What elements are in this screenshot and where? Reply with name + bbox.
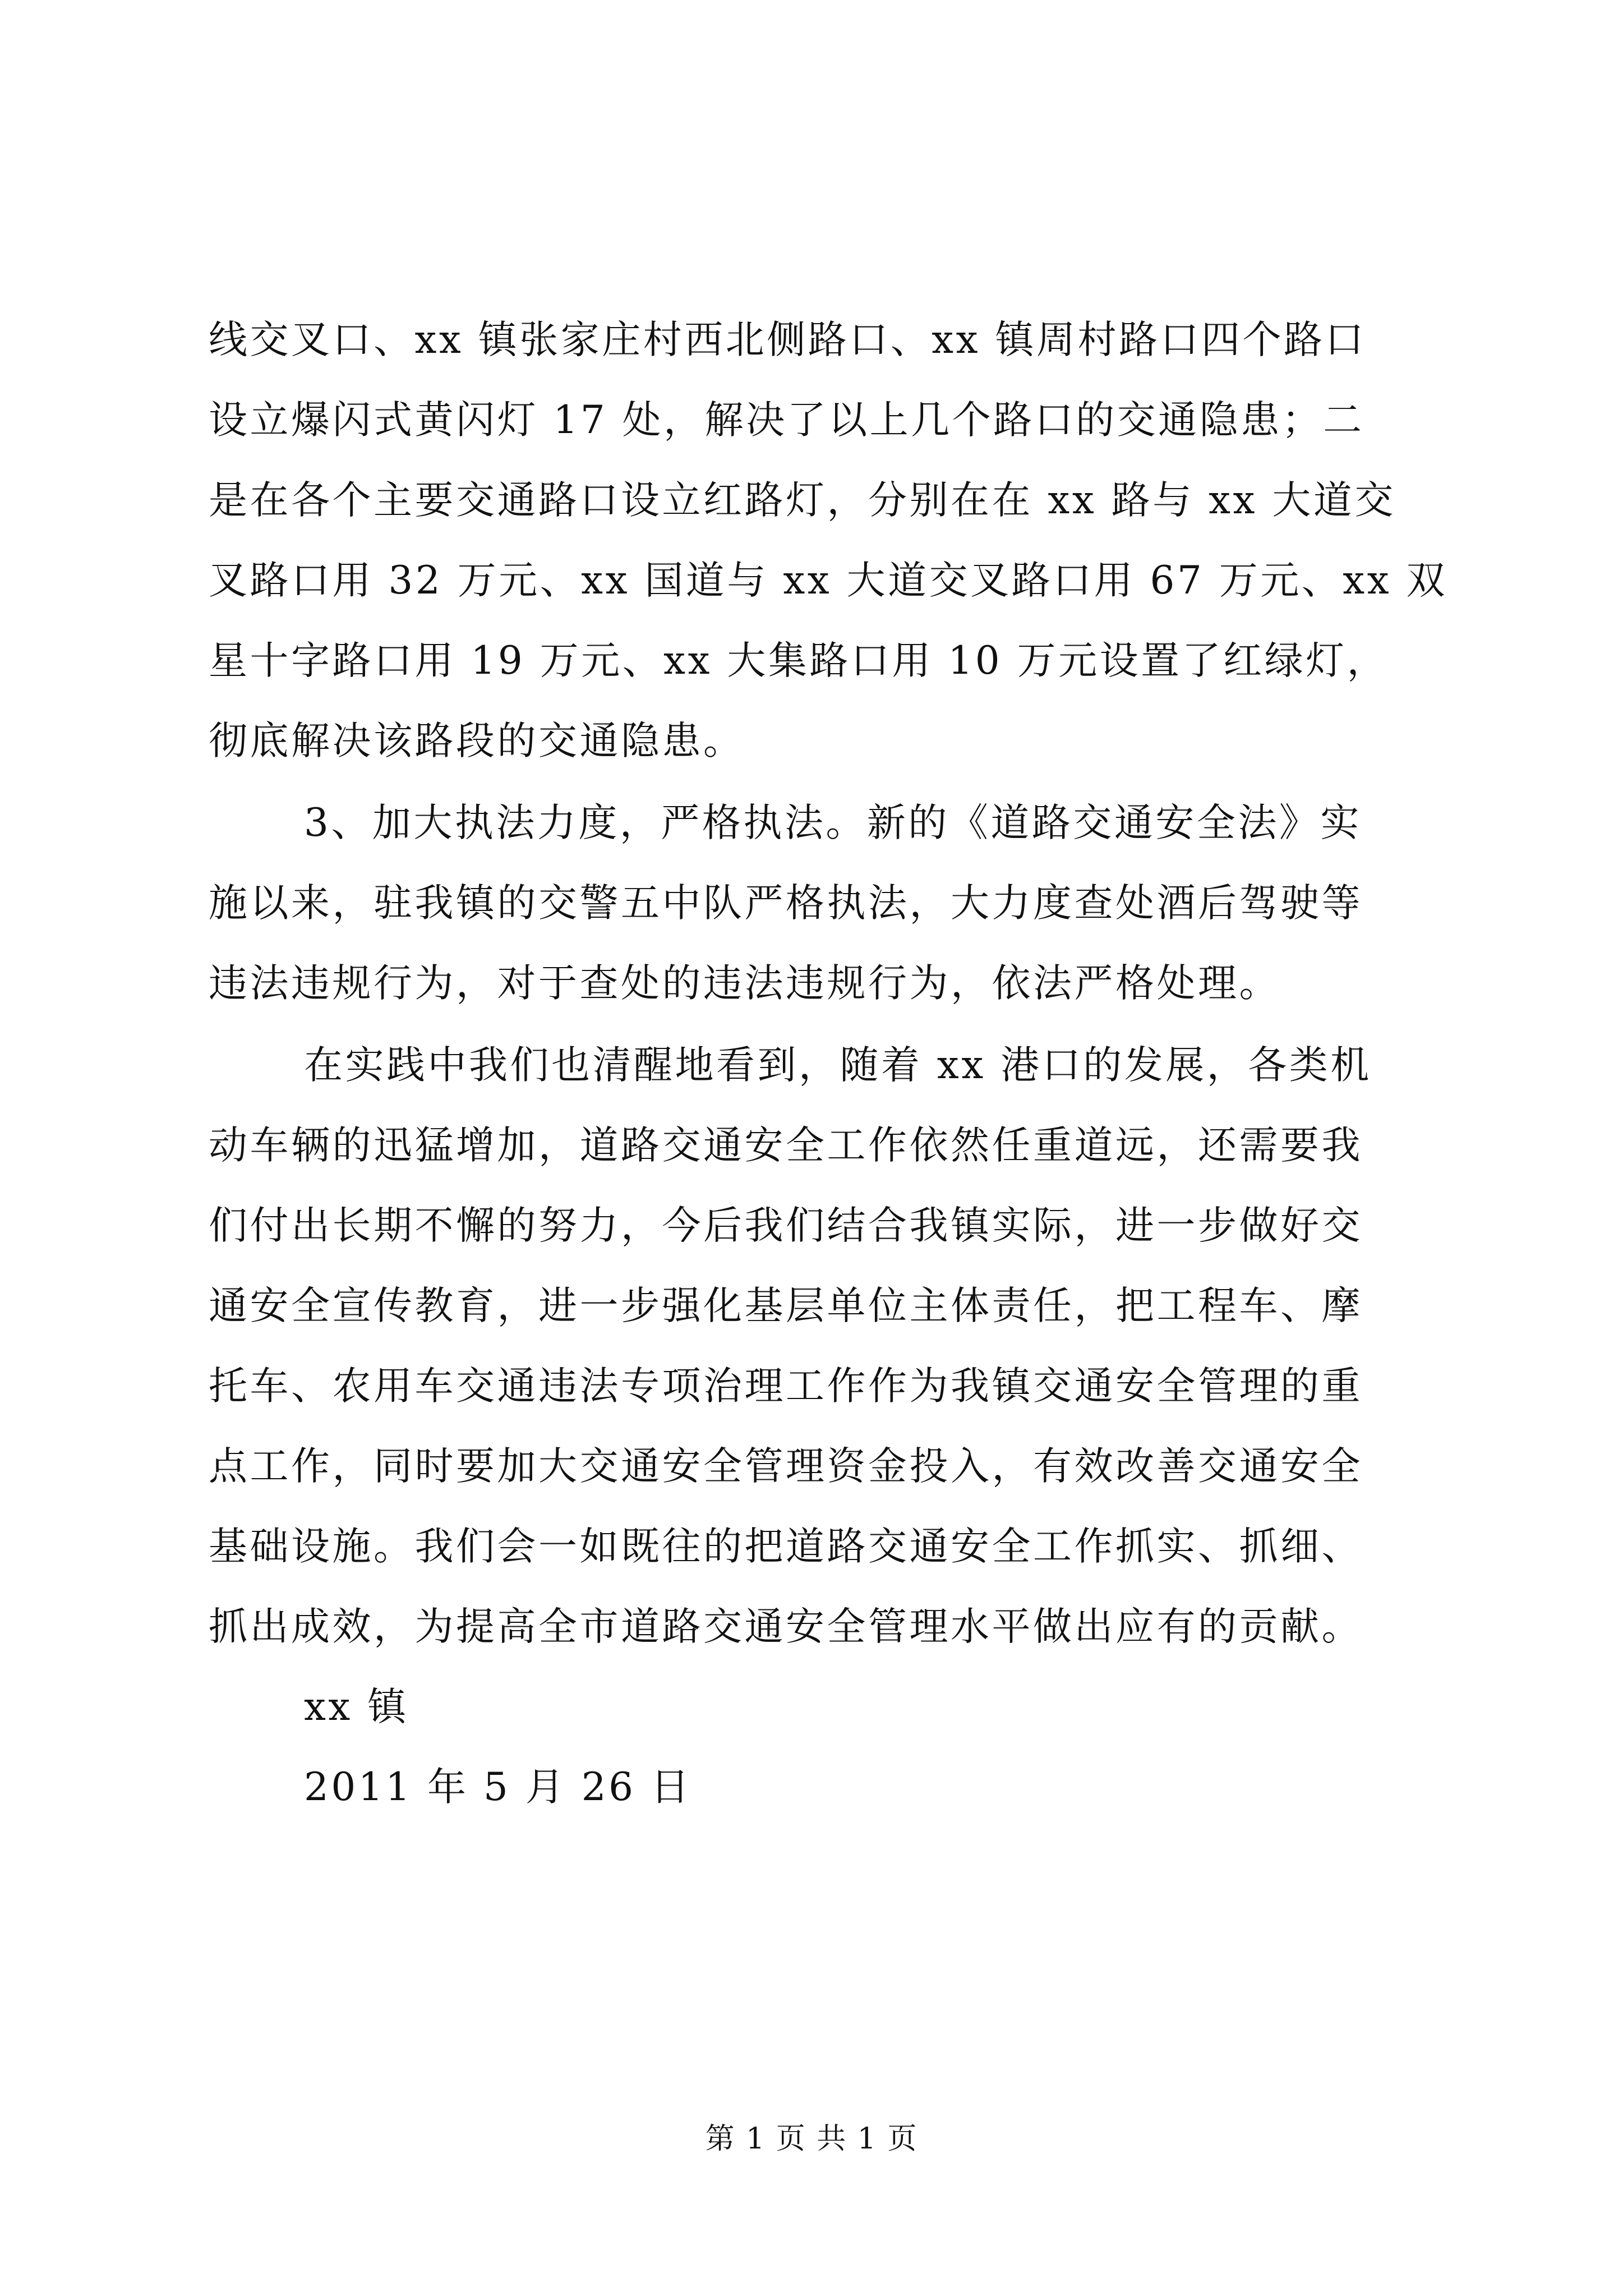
- text-line: 是在各个主要交通路口设立红路灯，分别在在 xx 路与 xx 大道交: [209, 478, 1396, 523]
- page-footer: 第 1 页 共 1 页: [705, 2122, 918, 2156]
- text-line: 施以来，驻我镇的交警五中队严格执法，大力度查处酒后驾驶等: [209, 881, 1363, 926]
- text-line: 叉路口用 32 万元、xx 国道与 xx 大道交叉路口用 67 万元、xx 双: [209, 558, 1448, 603]
- document-date: 2011 年 5 月 26 日: [304, 1765, 692, 1810]
- paragraph-start-line: 3、加大执法力度，严格执法。新的《道路交通安全法》实: [304, 800, 1362, 845]
- text-line: 违法违规行为，对于查处的违法违规行为，依法严格处理。: [209, 961, 1280, 1006]
- text-line: 线交叉口、xx 镇张家庄村西北侧路口、xx 镇周村路口四个路口: [209, 318, 1367, 362]
- text-line: 通安全宣传教育，进一步强化基层单位主体责任，把工程车、摩: [209, 1283, 1363, 1328]
- paragraph-start-line: 在实践中我们也清醒地看到，随着 xx 港口的发展，各类机: [304, 1043, 1372, 1088]
- text-line: 动车辆的迅猛增加，道路交通安全工作依然任重道远，还需要我: [209, 1123, 1363, 1168]
- text-line: 点工作，同时要加大交通安全管理资金投入，有效改善交通安全: [209, 1444, 1363, 1489]
- text-line: 彻底解决该路段的交通隐患。: [209, 719, 745, 763]
- text-line: 星十字路口用 19 万元、xx 大集路口用 10 万元设置了红绿灯，: [209, 638, 1389, 683]
- text-line: 基础设施。我们会一如既往的把道路交通安全工作抓实、抓细、: [209, 1524, 1363, 1569]
- text-line: 托车、农用车交通违法专项治理工作作为我镇交通安全管理的重: [209, 1364, 1363, 1409]
- text-line: 抓出成效，为提高全市道路交通安全管理水平做出应有的贡献。: [209, 1604, 1363, 1649]
- document-body: [209, 300, 1448, 1828]
- text-line: 设立爆闪式黄闪灯 17 处，解决了以上几个路口的交通隐患；二: [209, 398, 1364, 443]
- signature: xx 镇: [304, 1685, 409, 1729]
- text-line: 们付出长期不懈的努力，今后我们结合我镇实际，进一步做好交: [209, 1203, 1363, 1248]
